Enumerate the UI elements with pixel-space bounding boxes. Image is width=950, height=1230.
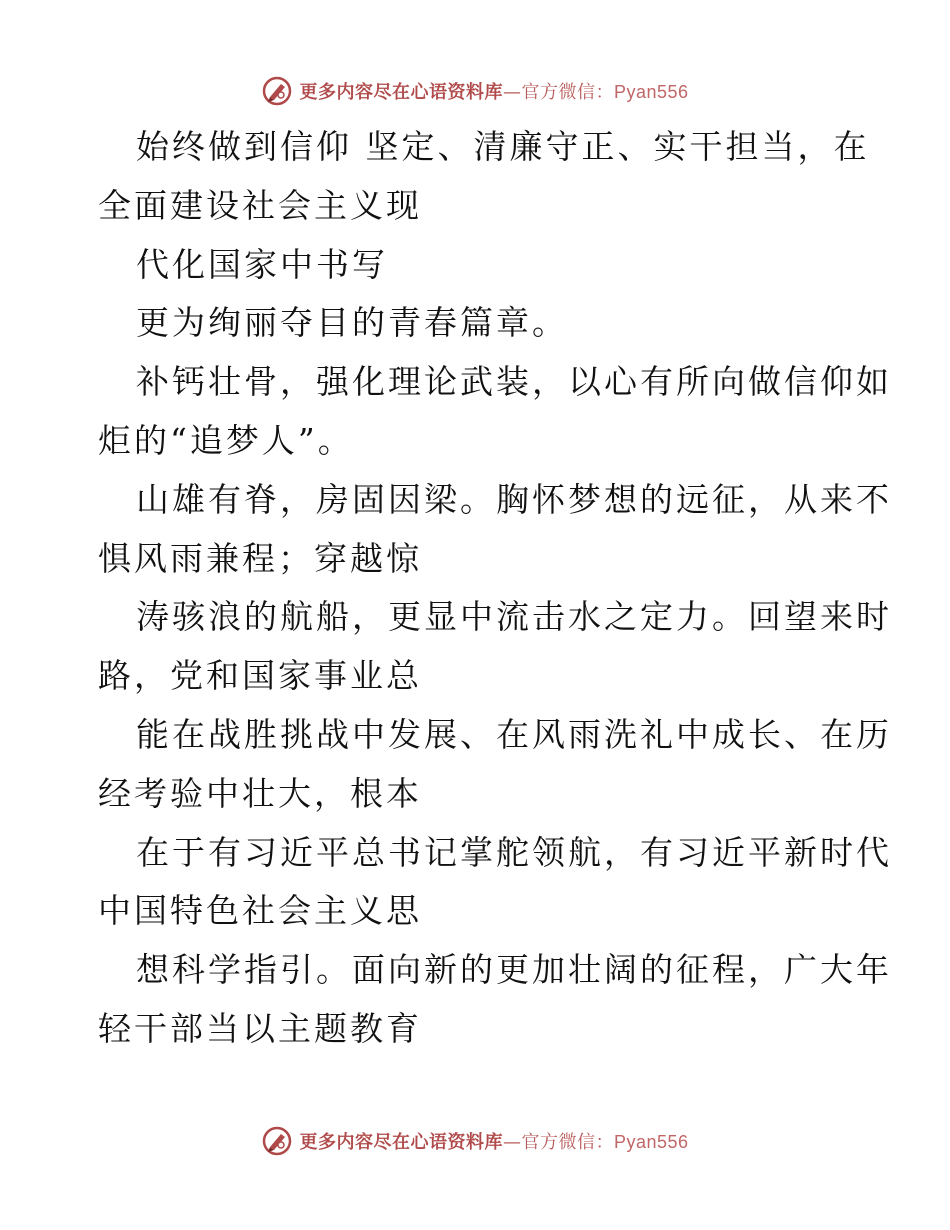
- watermark-separator: —: [502, 1132, 522, 1153]
- watermark-wechat-id: Pyan556: [613, 1132, 689, 1152]
- text-line: 补钙壮骨，强化理论武装，以心有所向做信仰如: [136, 362, 892, 402]
- watermark-brand: 更多内容尽在心语资料库: [299, 82, 503, 103]
- text-line: 更为绚丽夺目的青春篇章。: [136, 303, 568, 343]
- text-line: 全面建设社会主义现: [98, 185, 422, 225]
- text-line: 山雄有脊，房固因梁。胸怀梦想的远征，从来不: [136, 479, 892, 519]
- watermark-brand: 更多内容尽在心语资料库: [299, 1132, 503, 1153]
- text-line: 经考验中壮大，根本: [98, 773, 422, 813]
- text-line: 始终做到信仰 坚定、清廉守正、实干担当，在: [136, 127, 870, 166]
- text-line: 路，党和国家事业总: [98, 656, 422, 696]
- watermark-wechat-label: 官方微信：: [521, 82, 614, 103]
- text-line: 想科学指引。面向新的更加壮阔的征程，广大年: [136, 950, 892, 990]
- watermark-text: [299, 78, 688, 104]
- watermark-separator: —: [502, 82, 522, 103]
- footer-watermark: [0, 1121, 950, 1161]
- watermark-wechat-label: 官方微信：: [521, 1132, 614, 1153]
- header-watermark: [0, 71, 950, 111]
- text-line: 惧风雨兼程；穿越惊: [98, 538, 422, 578]
- text-line: 能在战胜挑战中发展、在风雨洗礼中成长、在历: [136, 714, 892, 754]
- text-line: 代化国家中书写: [136, 244, 388, 284]
- text-line: 中国特色社会主义思: [98, 891, 422, 931]
- text-line: 炬的“追梦人”。: [98, 420, 354, 460]
- text-line: 涛骇浪的航船，更显中流击水之定力。回望来时: [136, 597, 892, 637]
- pen-logo-icon: [261, 1125, 293, 1157]
- watermark-wechat-id: Pyan556: [613, 82, 689, 102]
- watermark-text: [299, 1128, 688, 1154]
- document-body: [98, 118, 892, 1059]
- text-line: 轻干部当以主题教育: [98, 1008, 422, 1048]
- text-line: 在于有习近平总书记掌舵领航，有习近平新时代: [136, 832, 892, 872]
- pen-logo-icon: [261, 75, 293, 107]
